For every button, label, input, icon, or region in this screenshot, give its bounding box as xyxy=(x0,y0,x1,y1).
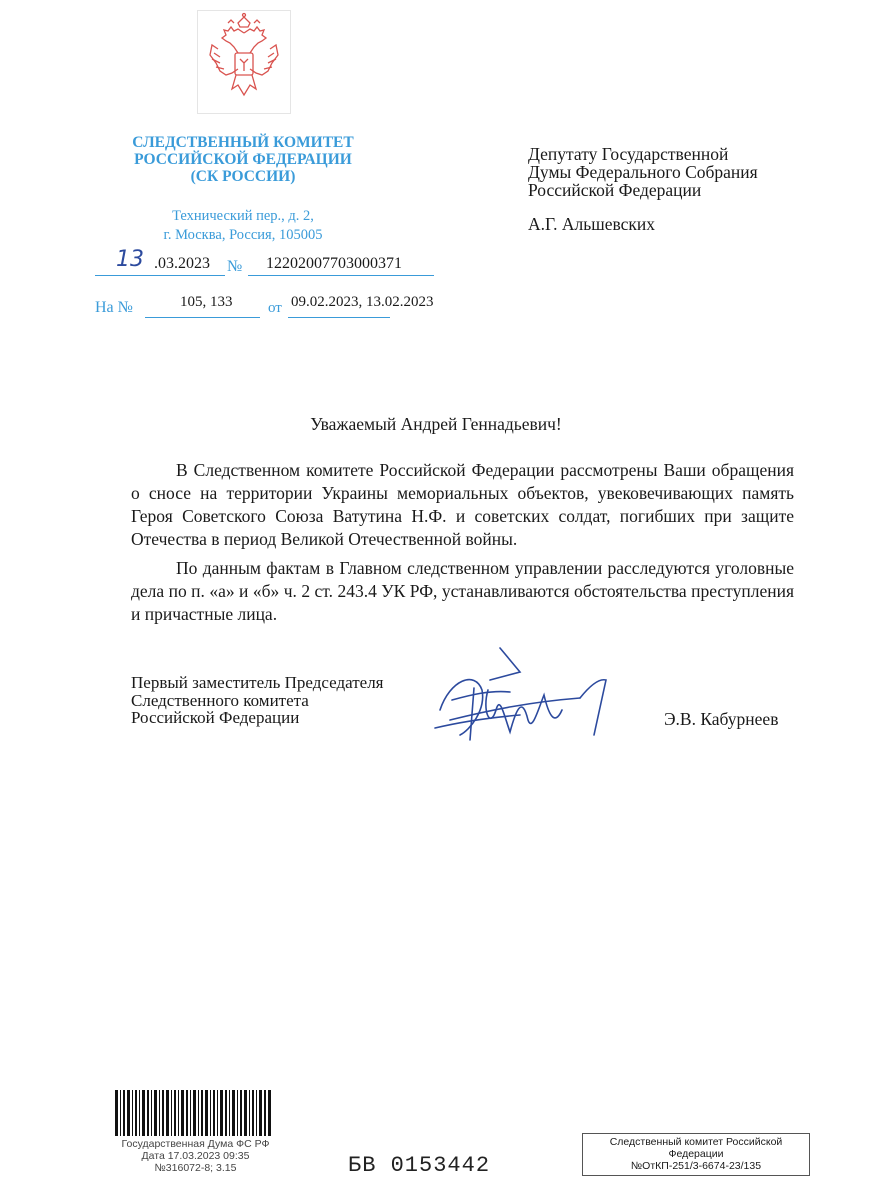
barcode-icon xyxy=(113,1088,273,1138)
sk-registration-stamp xyxy=(582,1133,810,1176)
date-underline xyxy=(95,275,225,276)
body-text xyxy=(131,459,794,626)
organization-address xyxy=(100,207,386,245)
form-serial-number: БВ 0153442 xyxy=(348,1153,491,1178)
salutation: Уважаемый Андрей Геннадьевич! xyxy=(310,414,562,434)
address-line-2: г. Москва, Россия, 105005 xyxy=(163,227,323,243)
reference-from-label: от xyxy=(268,300,282,316)
organization-name xyxy=(100,134,386,185)
double-headed-eagle-icon xyxy=(198,11,290,113)
org-line-1: СЛЕДСТВЕННЫЙ КОМИТЕТ xyxy=(132,134,354,151)
signatory-title-line-1: Первый заместитель Председателя xyxy=(131,673,384,692)
handwritten-day: 13 xyxy=(116,247,144,272)
number-underline xyxy=(248,275,434,276)
org-line-3: (СК РОССИИ) xyxy=(190,168,296,185)
duma-stamp-line-3: №316072-8; 3.15 xyxy=(154,1162,237,1174)
number-label: № xyxy=(227,258,243,275)
handwritten-signature xyxy=(430,640,620,760)
coat-of-arms-emblem xyxy=(197,10,291,114)
paragraph-1: В Следственном комитете Российской Федерации рассмотрены Ваши обращения о сносе на территории Украины мемориальных объектов, увековечивающих память Героя Советского Союза Ватутина Н.Ф. и советских солдат, погибших при защите Отечества в период Великой Отечественной войны. xyxy=(131,460,794,549)
recipient-block xyxy=(528,145,758,233)
recipient-line-3: Российской Федерации xyxy=(528,180,702,200)
org-line-2: РОССИЙСКОЙ ФЕДЕРАЦИИ xyxy=(134,151,352,168)
signatory-title xyxy=(131,674,384,727)
paragraph-2: По данным фактам в Главном следственном управлении расследуются уголовные дела по п. «а» и «б» ч. 2 ст. 243.4 УК РФ, устанавливаются обстоятельства преступления и причастные лица. xyxy=(131,558,794,624)
reference-date-underline xyxy=(288,317,390,318)
duma-stamp-text xyxy=(113,1138,278,1174)
recipient-line-2: Думы Федерального Собрания xyxy=(528,162,758,182)
signatory-title-line-2: Следственного комитета xyxy=(131,690,309,710)
sk-stamp-line-3: №ОтКП-251/3-6674-23/135 xyxy=(630,1160,762,1172)
sk-stamp-line-1: Следственный комитет Российской xyxy=(609,1136,783,1148)
duma-stamp-line-1: Государственная Дума ФС РФ xyxy=(121,1138,270,1150)
date-printed: .03.2023 xyxy=(154,255,210,272)
duma-registration-stamp xyxy=(113,1088,273,1183)
recipient-name: А.Г. Альшевских xyxy=(528,214,656,234)
reference-underline xyxy=(145,317,260,318)
signatory-name: Э.В. Кабурнеев xyxy=(664,709,779,729)
reference-date: 09.02.2023, 13.02.2023 xyxy=(291,294,434,310)
outgoing-number: 12202007703000371 xyxy=(266,255,402,272)
address-line-1: Технический пер., д. 2, xyxy=(172,208,314,224)
reference-number: 105, 133 xyxy=(180,294,233,310)
sk-stamp-line-2: Федерации xyxy=(668,1148,724,1160)
reference-label: На № xyxy=(95,299,133,316)
duma-stamp-line-2: Дата 17.03.2023 09:35 xyxy=(141,1150,250,1162)
recipient-line-1: Депутату Государственной xyxy=(528,144,729,164)
signatory-title-line-3: Российской Федерации xyxy=(131,708,300,727)
